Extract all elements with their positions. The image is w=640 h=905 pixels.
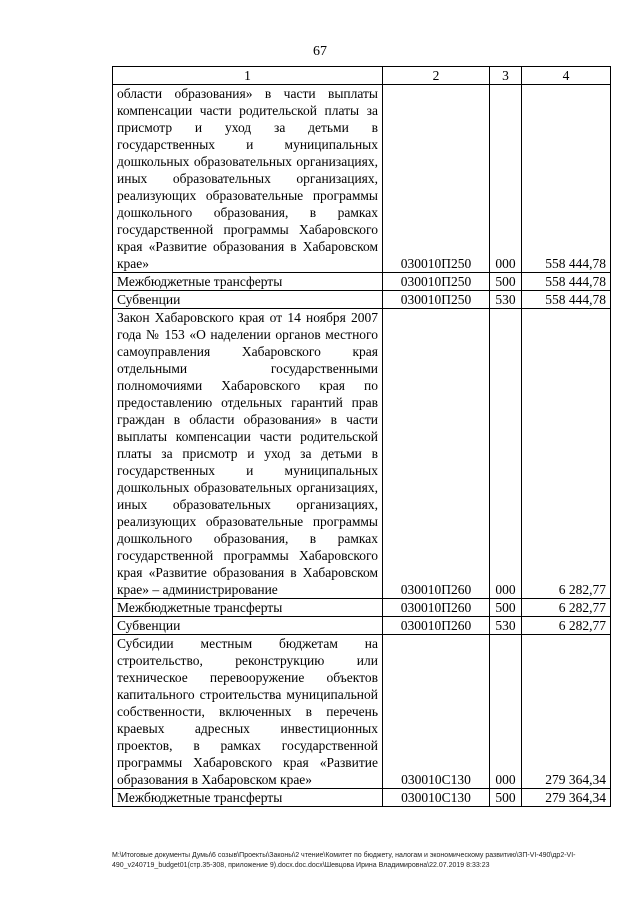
row-type: 000 [490,309,522,599]
row-name: Закон Хабаровского края от 14 ноября 2007 года № 153 «О наделении органов местного самоуправления Хабаровского края отдельными государственными полномочиями Хабаровского края по предоставлению отдельных гарантий прав граждан в области образования» в части выплаты компенсации части родительской платы за присмотр и уход за детьми в государственных и муниципальных дошкольных образовательных организациях, иных образовательных организациях, реализующих образовательные программы дошкольного образования, в рамках государственной программы Хабаровского края «Развитие образования в Хабаровском крае» – администрирование [113,309,383,599]
row-code: 030010П250 [383,273,490,291]
row-name: Межбюджетные трансферты [113,273,383,291]
table-row [113,85,611,273]
row-type: 530 [490,617,522,635]
row-type: 530 [490,291,522,309]
page-number: 67 [313,44,327,59]
row-name: Межбюджетные трансферты [113,599,383,617]
row-name: области образования» в части выплаты компенсации части родительской платы за присмотр и уход за детьми в государственных и муниципальных дошкольных образовательных организациях, иных образовательных организациях, реализующих образовательные программы дошкольного образования, в рамках государственной программы Хабаровского края «Развитие образования в Хабаровском крае» [113,85,383,273]
table-row [113,617,611,635]
row-type: 000 [490,635,522,789]
row-amount: 6 282,77 [522,309,611,599]
column-header-1: 1 [113,67,383,85]
row-code: 030010П260 [383,617,490,635]
document-path-footer: M:\Итоговые документы Думы\6 созыв\Проекты\Законы\2 чтение\Комитет по бюджету, налогам и экономическому развитию\ЗП-VI-490\др2-VI-490_v240719_budget01(стр.35-308, приложение 9).docx.doc.docx\Шевцова Ирина Владимировна\22.07.2019 8:33:23 [112,852,576,869]
row-type: 000 [490,85,522,273]
row-code: 030010П250 [383,291,490,309]
row-amount: 6 282,77 [522,599,611,617]
row-name: Субвенции [113,617,383,635]
row-code: 030010С130 [383,635,490,789]
row-amount: 279 364,34 [522,635,611,789]
table-row [113,309,611,599]
row-type: 500 [490,599,522,617]
budget-table [112,66,611,807]
row-code: 030010П260 [383,599,490,617]
table-row [113,599,611,617]
row-code: 030010С130 [383,789,490,807]
row-code: 030010П250 [383,85,490,273]
column-header-2: 2 [383,67,490,85]
row-amount: 279 364,34 [522,789,611,807]
row-type: 500 [490,789,522,807]
row-name: Субсидии местным бюджетам на строительство, реконструкцию или техническое перевооружение объектов капитального строительства муниципальной собственности, включенных в перечень краевых адресных инвестиционных проектов, в рамках государственной программы Хабаровского края «Развитие образования в Хабаровском крае» [113,635,383,789]
table-header-row [113,67,611,85]
row-type: 500 [490,273,522,291]
row-amount: 558 444,78 [522,85,611,273]
row-name: Субвенции [113,291,383,309]
table-row [113,291,611,309]
row-name: Межбюджетные трансферты [113,789,383,807]
row-amount: 558 444,78 [522,291,611,309]
table-row [113,789,611,807]
table-row [113,635,611,789]
row-amount: 558 444,78 [522,273,611,291]
row-amount: 6 282,77 [522,617,611,635]
table-row [113,273,611,291]
column-header-3: 3 [490,67,522,85]
row-code: 030010П260 [383,309,490,599]
column-header-4: 4 [522,67,611,85]
